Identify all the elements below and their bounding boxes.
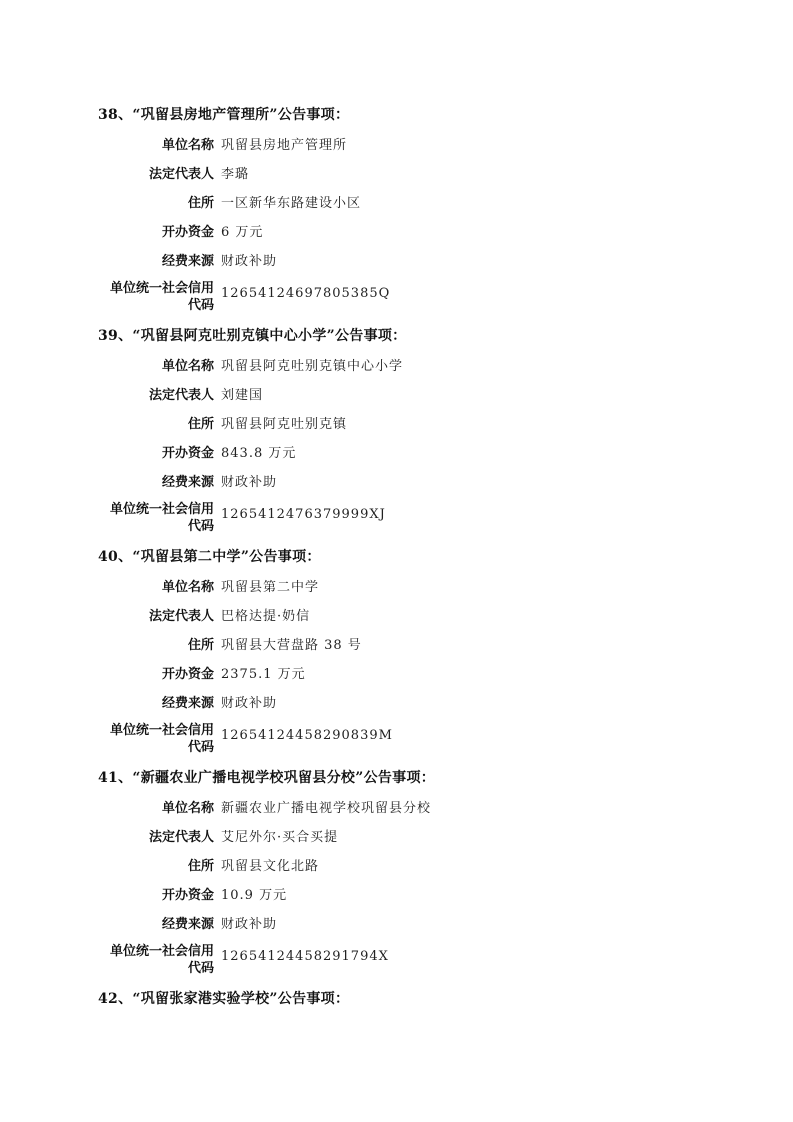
label-credit-code-line2: 代码	[187, 961, 214, 976]
row-capital	[0, 663, 793, 692]
row-capital	[0, 221, 793, 250]
value-capital: 6 万元	[221, 225, 264, 240]
label-credit-code-line2: 代码	[187, 298, 214, 313]
entry-heading: 40、“巩留县第二中学”公告事项：	[98, 549, 321, 565]
value-unit-name: 巩留县第二中学	[221, 580, 320, 595]
row-legal-rep	[0, 163, 793, 192]
row-capital	[0, 884, 793, 913]
label-legal-rep: 法定代表人	[148, 167, 214, 182]
value-funding: 财政补助	[221, 254, 278, 269]
label-legal-rep: 法定代表人	[148, 830, 214, 845]
label-capital: 开办资金	[161, 225, 214, 240]
row-credit-code	[0, 719, 793, 755]
label-funding: 经费来源	[161, 475, 214, 490]
label-unit-name: 单位名称	[161, 138, 214, 153]
row-credit-code	[0, 940, 793, 976]
label-funding: 经费来源	[161, 254, 214, 269]
value-address: 巩留县阿克吐别克镇	[221, 417, 348, 432]
entry-heading: 42、“巩留张家港实验学校”公告事项：	[98, 991, 350, 1007]
label-credit-code-line1: 单位统一社会信用	[109, 281, 214, 296]
row-unit-name	[0, 797, 793, 826]
label-capital: 开办资金	[161, 446, 214, 461]
value-unit-name: 新疆农业广播电视学校巩留县分校	[221, 801, 432, 816]
value-legal-rep: 巴格达提·奶信	[221, 609, 311, 624]
value-credit-code: 12654124458291794X	[221, 949, 389, 964]
row-credit-code	[0, 277, 793, 313]
label-capital: 开办资金	[161, 667, 214, 682]
row-address	[0, 855, 793, 884]
row-credit-code	[0, 498, 793, 534]
label-address: 住所	[187, 417, 214, 432]
label-credit-code-line1: 单位统一社会信用	[109, 944, 214, 959]
row-legal-rep	[0, 605, 793, 634]
value-funding: 财政补助	[221, 917, 278, 932]
entry-heading: 41、“新疆农业广播电视学校巩留县分校”公告事项：	[98, 770, 436, 786]
value-capital: 10.9 万元	[221, 888, 288, 903]
value-legal-rep: 艾尼外尔·买合买提	[221, 830, 339, 845]
row-unit-name	[0, 576, 793, 605]
row-unit-name	[0, 355, 793, 384]
value-credit-code: 12654124697805385Q	[221, 286, 391, 301]
value-address: 巩留县文化北路	[221, 859, 320, 874]
label-credit-code-line1: 单位统一社会信用	[109, 723, 214, 738]
row-funding	[0, 913, 793, 942]
value-capital: 2375.1 万元	[221, 667, 306, 682]
row-funding	[0, 250, 793, 279]
label-funding: 经费来源	[161, 696, 214, 711]
value-funding: 财政补助	[221, 696, 278, 711]
label-unit-name: 单位名称	[161, 580, 214, 595]
label-credit-code-line2: 代码	[187, 740, 214, 755]
label-capital: 开办资金	[161, 888, 214, 903]
value-unit-name: 巩留县阿克吐别克镇中心小学	[221, 359, 404, 374]
row-funding	[0, 692, 793, 721]
row-legal-rep	[0, 826, 793, 855]
entry-heading: 38、“巩留县房地产管理所”公告事项：	[98, 107, 350, 123]
entry-heading: 39、“巩留县阿克吐别克镇中心小学”公告事项：	[98, 328, 407, 344]
label-address: 住所	[187, 859, 214, 874]
row-unit-name	[0, 134, 793, 163]
label-address: 住所	[187, 196, 214, 211]
label-credit-code-line2: 代码	[187, 519, 214, 534]
value-address: 巩留县大营盘路 38 号	[221, 638, 362, 653]
value-credit-code: 1265412476379999XJ	[221, 507, 386, 522]
label-credit-code-line1: 单位统一社会信用	[109, 502, 214, 517]
row-address	[0, 634, 793, 663]
row-legal-rep	[0, 384, 793, 413]
value-address: 一区新华东路建设小区	[221, 196, 362, 211]
label-legal-rep: 法定代表人	[148, 388, 214, 403]
value-funding: 财政补助	[221, 475, 278, 490]
row-capital	[0, 442, 793, 471]
row-funding	[0, 471, 793, 500]
label-legal-rep: 法定代表人	[148, 609, 214, 624]
value-credit-code: 12654124458290839M	[221, 728, 393, 743]
label-address: 住所	[187, 638, 214, 653]
label-unit-name: 单位名称	[161, 359, 214, 374]
label-unit-name: 单位名称	[161, 801, 214, 816]
value-legal-rep: 刘建国	[221, 388, 264, 403]
value-legal-rep: 李璐	[221, 167, 250, 182]
row-address	[0, 413, 793, 442]
row-address	[0, 192, 793, 221]
value-capital: 843.8 万元	[221, 446, 297, 461]
value-unit-name: 巩留县房地产管理所	[221, 138, 348, 153]
label-funding: 经费来源	[161, 917, 214, 932]
